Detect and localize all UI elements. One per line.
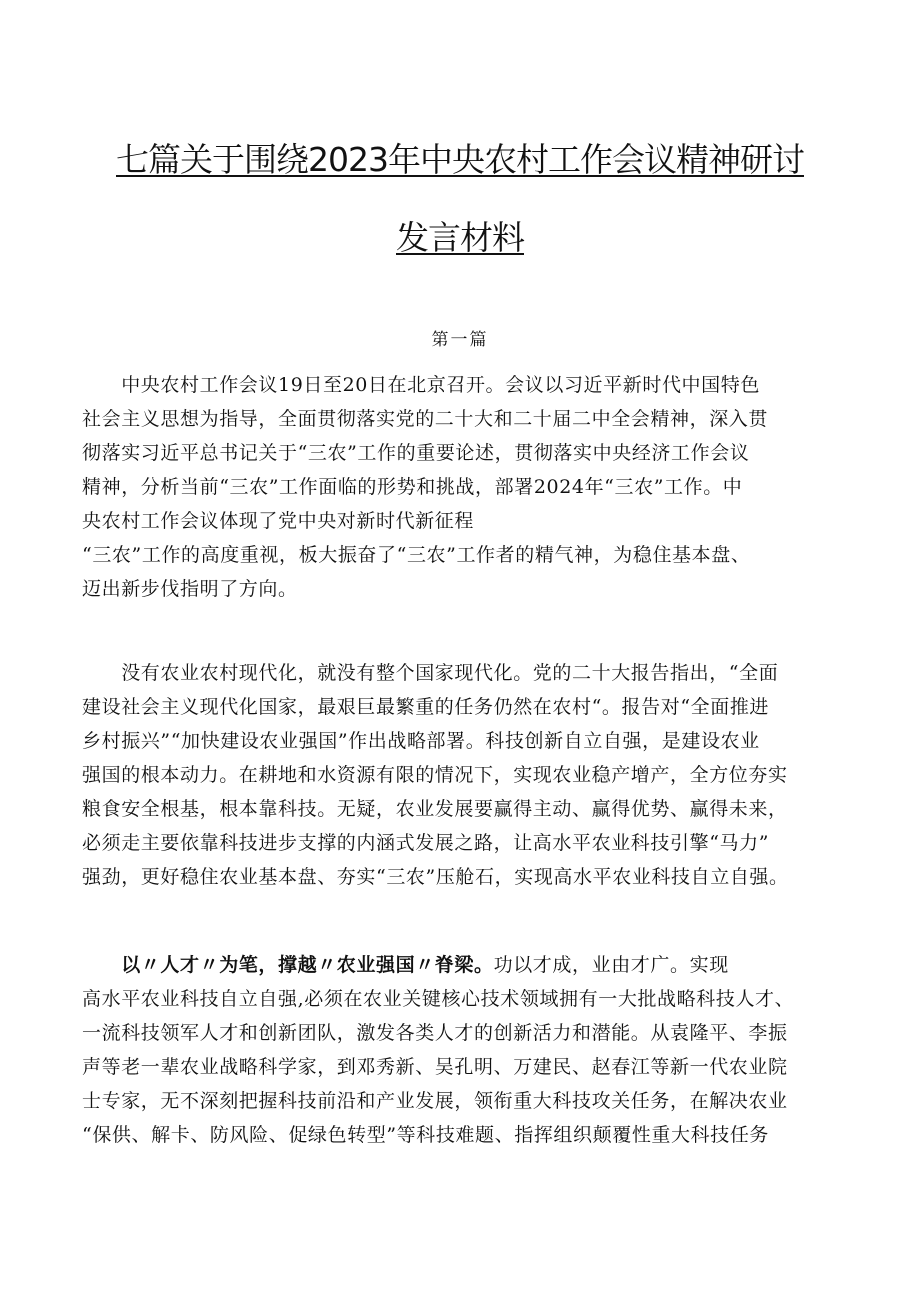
paragraph-1 (82, 368, 862, 606)
paragraph-line: “保供、解卡、防风险、促绿色转型”等科技难题、指挥组织颠覆性重大科技任务 (82, 1124, 770, 1146)
paragraph-3 (82, 948, 862, 1152)
paragraph-2 (82, 656, 862, 894)
paragraph-line: 粮食安全根基，根本靠科技。无疑，农业发展要赢得主动、赢得优势、赢得未来， (82, 798, 788, 820)
title-text-1: 七篇关于围绕2023年中央农村工作会议精神研讨 (116, 140, 804, 179)
paragraph-line: 建设社会主义现代化国家，最艰巨最繁重的任务仍然在农村“。报告对“全面推进 (82, 696, 770, 718)
paragraph-line: 强劲，更好稳住农业基本盘、夯实“三农”压舱石，实现高水平农业科技自立自强。 (82, 866, 789, 888)
paragraph-line: 一流科技领军人才和创新团队，激发各类人才的创新活力和潜能。从袁隆平、李振 (82, 1022, 788, 1044)
paragraph-line: 高水平农业科技自立自强,必须在农业关键核心技术领域拥有一大批战略科技人才、 (82, 988, 795, 1010)
title-text-2: 发言材料 (396, 218, 524, 257)
paragraph-line: 乡村振兴”“加快建设农业强国”作出战略部署。科技创新自立自强，是建设农业 (82, 730, 760, 752)
paragraph-line: 央农村工作会议体现了党中央对新时代新征程 (82, 510, 475, 532)
paragraph-line: 精神，分析当前“三农”工作面临的形势和挑战，部署2024年“三农”工作。中 (82, 476, 743, 498)
paragraph-line: “三农”工作的高度重视，板大振奋了“三农”工作者的精气神，为稳住基本盘、 (82, 544, 751, 566)
document-title-line-1 (80, 140, 840, 180)
paragraph-lead: 以〃人才〃为笔，撑越〃农业强国〃脊梁。 (82, 954, 494, 976)
paragraph-line: 士专家，无不深刻把握科技前沿和产业发展，领衔重大科技攻关任务，在解决农业 (82, 1090, 788, 1112)
paragraph-line: 社会主义思想为指导，全面贯彻落实党的二十大和二十届二中全会精神，深入贯 (82, 408, 769, 430)
section-heading: 第一篇 (431, 330, 489, 350)
paragraph-line: 迈出新步伐指明了方向。 (82, 578, 298, 600)
paragraph-line: 彻落实习近平总书记关于“三农”工作的重要论述，贯彻落实中央经济工作会议 (82, 442, 750, 464)
paragraph-lead-rest: 功以才成，业由才广。实现 (493, 954, 729, 976)
paragraph-line: 必须走主要依靠科技进步支撑的内涵式发展之路，让高水平农业科技引擎“马力” (82, 832, 770, 854)
paragraph-line: 没有农业农村现代化，就没有整个国家现代化。党的二十大报告指出，“全面 (82, 662, 779, 684)
paragraph-line: 声等老一辈农业战略科学家，到邓秀新、吴孔明、万建民、赵春江等新一代农业院 (82, 1056, 788, 1078)
paragraph-line: 中央农村工作会议19日至20日在北京召开。会议以习近平新时代中国特色 (82, 374, 760, 396)
paragraph-line (82, 948, 862, 982)
document-title-line-2 (80, 218, 840, 258)
paragraph-line: 强国的根本动力。在耕地和水资源有限的情况下，实现农业稳产增产，全方位夯实 (82, 764, 788, 786)
